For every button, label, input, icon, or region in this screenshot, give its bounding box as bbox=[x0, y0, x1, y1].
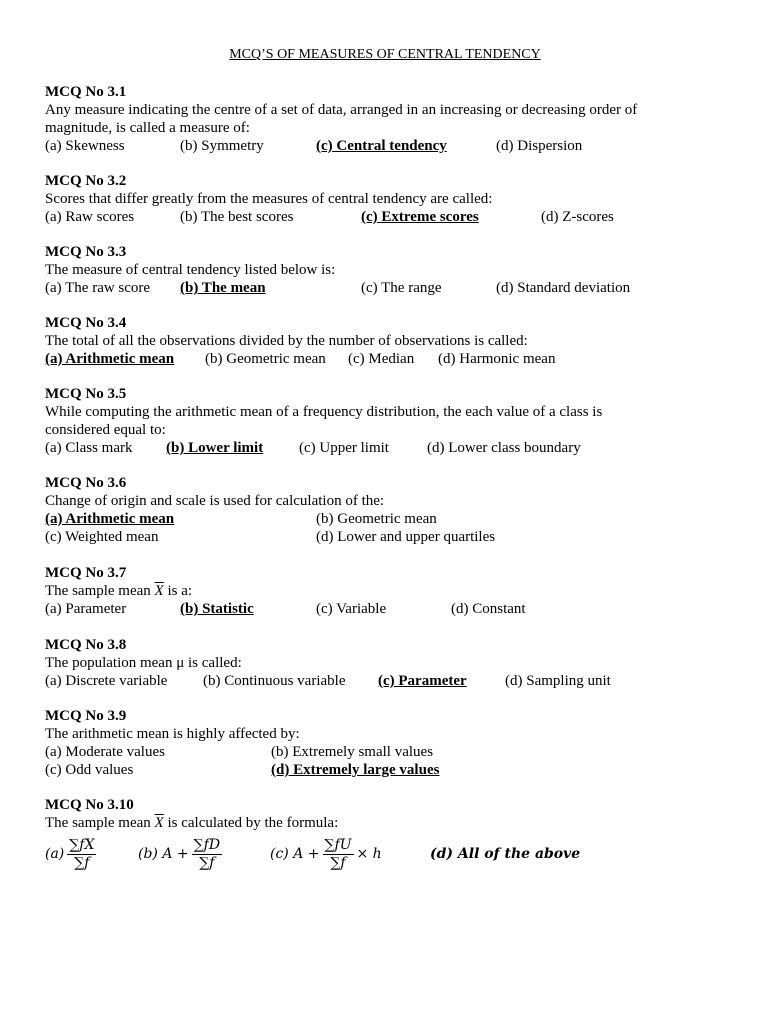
text-part: The sample mean bbox=[45, 583, 155, 599]
option-c: (c) The range bbox=[361, 280, 442, 296]
option-b: (b) The best scores bbox=[180, 209, 294, 225]
formula-tail: × h bbox=[356, 846, 382, 862]
option-c: (c) Upper limit bbox=[299, 440, 389, 456]
option-d-correct: (d) Extremely large values bbox=[271, 762, 440, 778]
options-row bbox=[45, 510, 735, 528]
formula-option-b bbox=[138, 832, 225, 876]
numerator: ∑fX bbox=[69, 836, 95, 853]
option-b: (b) Geometric mean bbox=[316, 511, 437, 527]
options-row bbox=[45, 350, 735, 368]
option-b: (b) Extremely small values bbox=[271, 744, 434, 760]
question-text-line: The total of all the observations divided by the number of observations is called: bbox=[45, 333, 528, 349]
numerator: ∑fU bbox=[324, 836, 352, 853]
option-d: (d) Z-scores bbox=[541, 209, 614, 225]
option-a: (a) Moderate values bbox=[45, 744, 165, 760]
question-heading: MCQ No 3.10 bbox=[45, 797, 134, 813]
option-d: (d) Harmonic mean bbox=[438, 351, 556, 367]
option-a-correct: (a) Arithmetic mean bbox=[45, 511, 175, 527]
sample-mean-symbol: $\overline{X}$ bbox=[154, 815, 164, 831]
denominator: ∑f bbox=[199, 854, 215, 871]
option-d: (d) Constant bbox=[451, 601, 526, 617]
question-heading: MCQ No 3.1 bbox=[45, 84, 127, 100]
question-heading: MCQ No 3.3 bbox=[45, 244, 127, 260]
option-c: (c) Variable bbox=[316, 601, 387, 617]
question-text-line: While computing the arithmetic mean of a frequency distribution, the each value of a class is bbox=[45, 404, 603, 420]
option-a: (a) The raw score bbox=[45, 280, 151, 296]
question-text-line bbox=[45, 582, 735, 600]
option-a: (a) Discrete variable bbox=[45, 673, 168, 689]
document-title: MCQ’S OF MEASURES OF CENTRAL TENDENCY bbox=[229, 47, 541, 62]
options-row bbox=[45, 439, 735, 457]
formula-label: (c) A + bbox=[270, 846, 320, 862]
options-row bbox=[45, 528, 735, 546]
question-text-line: Scores that differ greatly from the measures of central tendency are called: bbox=[45, 191, 493, 207]
question-3-4 bbox=[45, 314, 735, 368]
options-row bbox=[45, 600, 735, 618]
option-b-correct: (b) The mean bbox=[180, 280, 266, 296]
question-text-line: Any measure indicating the centre of a set of data, arranged in an increasing or decreasing order of bbox=[45, 102, 638, 118]
question-heading: MCQ No 3.2 bbox=[45, 173, 127, 189]
question-heading: MCQ No 3.8 bbox=[45, 637, 127, 653]
text-part: is calculated by the formula: bbox=[163, 815, 339, 831]
denominator: ∑f bbox=[330, 854, 346, 871]
fraction bbox=[323, 837, 354, 872]
option-b-correct: (b) Statistic bbox=[180, 601, 254, 617]
option-c: (c) Weighted mean bbox=[45, 529, 159, 545]
formula-label: (b) A + bbox=[138, 846, 189, 862]
options-row bbox=[45, 743, 735, 761]
question-heading: MCQ No 3.9 bbox=[45, 708, 127, 724]
options-row bbox=[45, 208, 735, 226]
sample-mean-symbol: $\overline{X}$ bbox=[154, 583, 164, 599]
question-3-8 bbox=[45, 636, 735, 690]
option-b: (b) Geometric mean bbox=[205, 351, 326, 367]
formula-options-row bbox=[45, 832, 735, 876]
question-3-5 bbox=[45, 385, 735, 457]
question-text-line bbox=[45, 814, 735, 832]
question-3-3 bbox=[45, 243, 735, 297]
option-b: (b) Symmetry bbox=[180, 138, 264, 154]
question-3-9 bbox=[45, 707, 735, 779]
question-text-line: considered equal to: bbox=[45, 422, 166, 438]
question-3-10 bbox=[45, 796, 735, 876]
question-heading: MCQ No 3.4 bbox=[45, 315, 127, 331]
options-row bbox=[45, 761, 735, 779]
option-a: (a) Parameter bbox=[45, 601, 127, 617]
options-row bbox=[45, 279, 735, 297]
formula-option-c bbox=[270, 832, 382, 876]
question-heading: MCQ No 3.7 bbox=[45, 565, 127, 581]
formula-option-a bbox=[45, 832, 99, 876]
option-c-correct: (c) Central tendency bbox=[316, 138, 447, 154]
options-row bbox=[45, 137, 735, 155]
option-d: (d) Dispersion bbox=[496, 138, 583, 154]
option-d: (d) Lower and upper quartiles bbox=[316, 529, 496, 545]
option-c-correct: (c) Parameter bbox=[378, 673, 467, 689]
question-text-line: Change of origin and scale is used for calculation of the: bbox=[45, 493, 385, 509]
option-a: (a) Class mark bbox=[45, 440, 133, 456]
formula-option-d-correct: (d) All of the above bbox=[430, 846, 581, 862]
fraction bbox=[67, 837, 96, 872]
option-a-correct: (a) Arithmetic mean bbox=[45, 351, 175, 367]
option-a: (a) Raw scores bbox=[45, 209, 135, 225]
question-3-6 bbox=[45, 474, 735, 546]
option-b-correct: (b) Lower limit bbox=[166, 440, 264, 456]
option-a: (a) Skewness bbox=[45, 138, 125, 154]
question-text-line: The population mean μ is called: bbox=[45, 655, 242, 671]
text-part: is a: bbox=[163, 583, 193, 599]
option-b: (b) Continuous variable bbox=[203, 673, 346, 689]
question-heading: MCQ No 3.5 bbox=[45, 386, 127, 402]
numerator: ∑fD bbox=[193, 836, 221, 853]
fraction bbox=[192, 837, 222, 872]
question-3-1 bbox=[45, 83, 735, 155]
option-d: (d) Lower class boundary bbox=[427, 440, 581, 456]
option-d: (d) Standard deviation bbox=[496, 280, 631, 296]
denominator: ∑f bbox=[74, 854, 90, 871]
question-3-7 bbox=[45, 564, 735, 618]
question-3-2 bbox=[45, 172, 735, 226]
question-text-line: magnitude, is called a measure of: bbox=[45, 120, 250, 136]
question-text-line: The arithmetic mean is highly affected by: bbox=[45, 726, 300, 742]
text-part: The sample mean bbox=[45, 815, 155, 831]
options-row bbox=[45, 672, 735, 690]
question-heading: MCQ No 3.6 bbox=[45, 475, 127, 491]
option-d: (d) Sampling unit bbox=[505, 673, 611, 689]
question-text-line: The measure of central tendency listed below is: bbox=[45, 262, 336, 278]
option-c: (c) Odd values bbox=[45, 762, 134, 778]
option-c-correct: (c) Extreme scores bbox=[361, 209, 479, 225]
formula-label: (a) bbox=[45, 846, 65, 862]
option-c: (c) Median bbox=[348, 351, 415, 367]
